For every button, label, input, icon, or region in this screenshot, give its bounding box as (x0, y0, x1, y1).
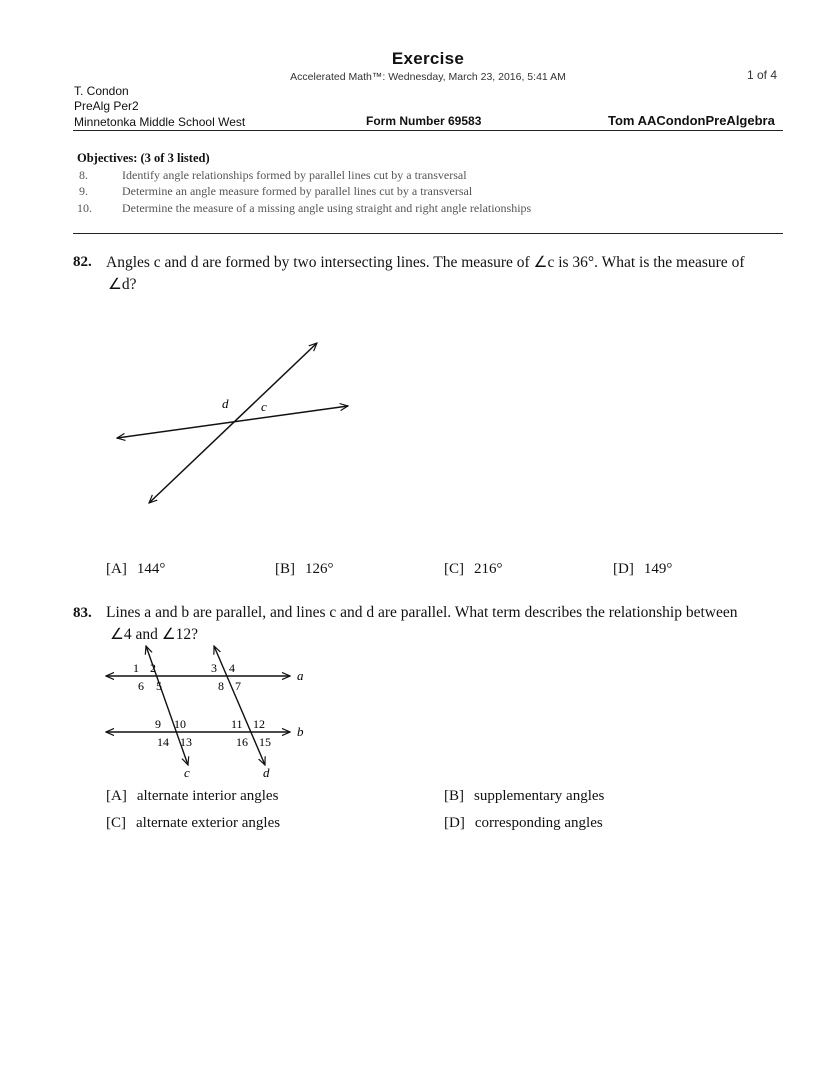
choice-d[interactable] (444, 815, 603, 832)
objective-text: Identify angle relationships formed by parallel lines cut by a transversal (122, 168, 467, 182)
objective-text: Determine the measure of a missing angle using straight and right angle relationships (122, 201, 532, 215)
choice-text: corresponding angles (474, 815, 603, 831)
angle-label: 9 (155, 717, 161, 731)
choice-letter: [A] (106, 788, 127, 804)
angle-label: 2 (150, 661, 156, 675)
choice-text: 149° (643, 561, 673, 577)
question-text-continued: ∠d? (108, 276, 137, 293)
objectives-heading: Objectives: (3 of 3 listed) (77, 151, 210, 165)
question-text-continued: ∠4 and ∠12? (110, 626, 199, 643)
objective-number: 10. (77, 201, 92, 215)
choice-a[interactable] (106, 788, 278, 805)
choice-letter: [C] (106, 815, 126, 831)
choice-letter: [B] (275, 561, 295, 577)
choice-c[interactable] (106, 815, 280, 832)
angle-label: 1 (133, 661, 139, 675)
student-name: Tom AACondonPreAlgebra (608, 113, 775, 128)
angle-label: 3 (211, 661, 217, 675)
choice-b[interactable] (444, 788, 604, 805)
question-text: Lines a and b are parallel, and lines c and d are parallel. What term describes the relationship between (106, 604, 738, 621)
choice-text: alternate interior angles (136, 788, 279, 804)
choice-text: supplementary angles (474, 788, 605, 804)
choice-text: 144° (136, 561, 166, 577)
angle-label: 10 (174, 717, 186, 731)
choice-text: alternate exterior angles (136, 815, 281, 831)
objective-number: 9. (79, 184, 88, 198)
angle-label: 14 (157, 735, 169, 749)
choice-letter: [A] (106, 561, 127, 577)
line-c-label: c (184, 765, 190, 780)
objective-number: 8. (79, 168, 88, 182)
line-b-label: b (297, 724, 304, 739)
angle-label: 13 (180, 735, 192, 749)
angle-label: 8 (218, 679, 224, 693)
line-d-label: d (263, 765, 270, 780)
line-a-label: a (297, 668, 304, 683)
angle-label: 15 (259, 735, 271, 749)
choice-letter: [D] (444, 815, 465, 831)
objective-text: Determine an angle measure formed by parallel lines cut by a transversal (122, 184, 473, 198)
angle-c-label: c (261, 399, 267, 414)
angle-label: 7 (235, 679, 241, 693)
school-name: Minnetonka Middle School West (74, 115, 246, 129)
choice-letter: [B] (444, 788, 464, 804)
choice-letter: [C] (444, 561, 464, 577)
page-indicator: 1 of 4 (747, 68, 778, 82)
question-text: Angles c and d are formed by two intersecting lines. The measure of ∠c is 36°. What is the measure of (106, 254, 745, 271)
angle-label: 4 (229, 661, 235, 675)
angle-label: 11 (231, 717, 243, 731)
form-number: Form Number 69583 (366, 114, 482, 128)
course-name: PreAlg Per2 (74, 99, 139, 113)
page-title: Exercise (391, 49, 465, 68)
report-subtitle: Accelerated Math™: Wednesday, March 23, 2016, 5:41 AM (290, 71, 566, 83)
angle-label: 16 (236, 735, 248, 749)
angle-label: 6 (138, 679, 144, 693)
angle-d-label: d (222, 396, 229, 411)
angle-label: 5 (156, 679, 162, 693)
question-number: 82. (73, 254, 92, 270)
choice-text: 216° (474, 561, 503, 577)
teacher-name: T. Condon (74, 84, 129, 98)
angle-label: 12 (253, 717, 265, 731)
choice-text: 126° (305, 561, 334, 577)
choice-letter: [D] (613, 561, 634, 577)
question-number: 83. (73, 605, 92, 621)
